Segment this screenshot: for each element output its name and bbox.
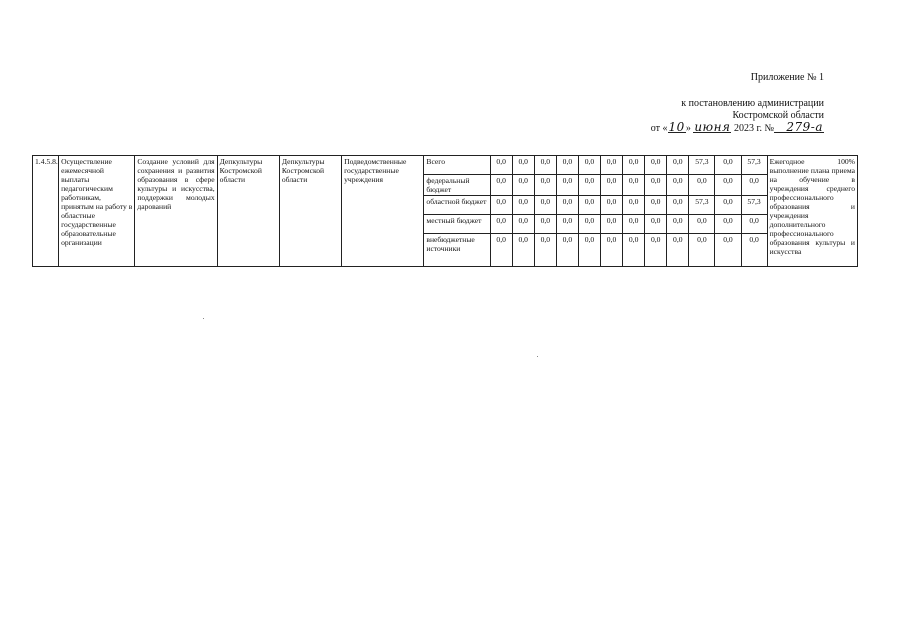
value-cell: 0,0 xyxy=(623,175,645,196)
value-cell: 0,0 xyxy=(490,196,512,215)
value-cell: 0,0 xyxy=(623,215,645,234)
value-cell: 0,0 xyxy=(578,156,600,175)
source-name: областной бюджет xyxy=(424,196,490,215)
value-cell: 0,0 xyxy=(556,215,578,234)
value-cell: 0,0 xyxy=(715,234,741,267)
value-cell: 0,0 xyxy=(534,156,556,175)
value-cell: 0,0 xyxy=(512,196,534,215)
handwritten-month: июня xyxy=(694,120,731,134)
document-header xyxy=(564,72,824,135)
value-cell: 0,0 xyxy=(534,234,556,267)
value-cell: 0,0 xyxy=(601,215,623,234)
value-cell: 0,0 xyxy=(601,196,623,215)
table-body xyxy=(33,156,858,267)
value-cell: 0,0 xyxy=(512,175,534,196)
value-cell: 0,0 xyxy=(741,175,767,196)
value-cell: 0,0 xyxy=(715,156,741,175)
value-cell: 0,0 xyxy=(741,234,767,267)
value-cell: 0,0 xyxy=(667,175,689,196)
value-cell: 0,0 xyxy=(578,175,600,196)
value-cell: 0,0 xyxy=(490,234,512,267)
region-line: Костромской области xyxy=(732,110,824,121)
value-cell: 0,0 xyxy=(601,234,623,267)
value-cell: 0,0 xyxy=(601,175,623,196)
resolution-line: к постановлению администрации xyxy=(681,98,824,109)
annex-label: Приложение № 1 xyxy=(750,72,824,83)
value-cell: 0,0 xyxy=(578,234,600,267)
value-cell: 0,0 xyxy=(645,175,667,196)
value-cell: 0,0 xyxy=(667,234,689,267)
value-cell: 0,0 xyxy=(667,196,689,215)
program-table xyxy=(32,155,858,267)
value-cell: 0,0 xyxy=(623,234,645,267)
measure-goal: Создание условий для сохранения и развития образования в сфере культуры и искусства, поддержки молодых дарований xyxy=(135,156,217,267)
coexecutor: Депкультуры Костромской области xyxy=(279,156,341,267)
value-cell: 57,3 xyxy=(689,196,715,215)
value-cell: 0,0 xyxy=(689,215,715,234)
value-cell: 57,3 xyxy=(741,156,767,175)
value-cell: 0,0 xyxy=(534,175,556,196)
value-cell: 57,3 xyxy=(741,196,767,215)
date-mid: » xyxy=(685,123,691,134)
table-row xyxy=(33,156,858,175)
value-cell: 0,0 xyxy=(645,156,667,175)
value-cell: 0,0 xyxy=(534,196,556,215)
value-cell: 0,0 xyxy=(645,234,667,267)
value-cell: 0,0 xyxy=(715,215,741,234)
date-prefix: от « xyxy=(650,123,668,134)
value-cell: 0,0 xyxy=(534,215,556,234)
value-cell: 0,0 xyxy=(490,156,512,175)
scan-speck xyxy=(203,318,204,319)
measure-name: Осуществление ежемесячной выплаты педагогическим работникам, принятым на работу в областные государственные образовательные организации xyxy=(59,156,135,267)
value-cell: 0,0 xyxy=(512,156,534,175)
participants: Подведомственные государственные учреждения xyxy=(342,156,424,267)
handwritten-day: 10 xyxy=(668,120,685,134)
date-number-line xyxy=(564,122,824,135)
value-cell: 0,0 xyxy=(667,156,689,175)
value-cell: 0,0 xyxy=(601,156,623,175)
scan-speck xyxy=(537,356,538,357)
value-cell: 0,0 xyxy=(556,175,578,196)
source-name: Всего xyxy=(424,156,490,175)
value-cell: 0,0 xyxy=(623,196,645,215)
value-cell: 0,0 xyxy=(715,196,741,215)
source-name: федеральный бюджет xyxy=(424,175,490,196)
value-cell: 0,0 xyxy=(645,196,667,215)
value-cell: 0,0 xyxy=(556,156,578,175)
value-cell: 0,0 xyxy=(623,156,645,175)
source-name: внебюджетные источники xyxy=(424,234,490,267)
year-text: 2023 г. № xyxy=(733,123,774,134)
value-cell: 0,0 xyxy=(556,196,578,215)
expected-result: Ежегодное 100% выполнение плана приема на обучение в учреждения среднего профессионального образования и учреждения дополнительного профессионального образования культуры и искусства xyxy=(767,156,857,267)
value-cell: 0,0 xyxy=(741,215,767,234)
measure-code: 1.4.5.8. xyxy=(33,156,59,267)
value-cell: 0,0 xyxy=(689,175,715,196)
value-cell: 0,0 xyxy=(689,234,715,267)
value-cell: 0,0 xyxy=(512,215,534,234)
value-cell: 0,0 xyxy=(715,175,741,196)
value-cell: 0,0 xyxy=(490,215,512,234)
value-cell: 0,0 xyxy=(645,215,667,234)
value-cell: 0,0 xyxy=(578,215,600,234)
value-cell: 0,0 xyxy=(667,215,689,234)
source-name: местный бюджет xyxy=(424,215,490,234)
value-cell: 0,0 xyxy=(578,196,600,215)
value-cell: 0,0 xyxy=(512,234,534,267)
value-cell: 0,0 xyxy=(556,234,578,267)
executor: Депкультуры Костромской области xyxy=(217,156,279,267)
value-cell: 57,3 xyxy=(689,156,715,175)
value-cell: 0,0 xyxy=(490,175,512,196)
handwritten-doc-number: 279-а xyxy=(774,122,824,133)
